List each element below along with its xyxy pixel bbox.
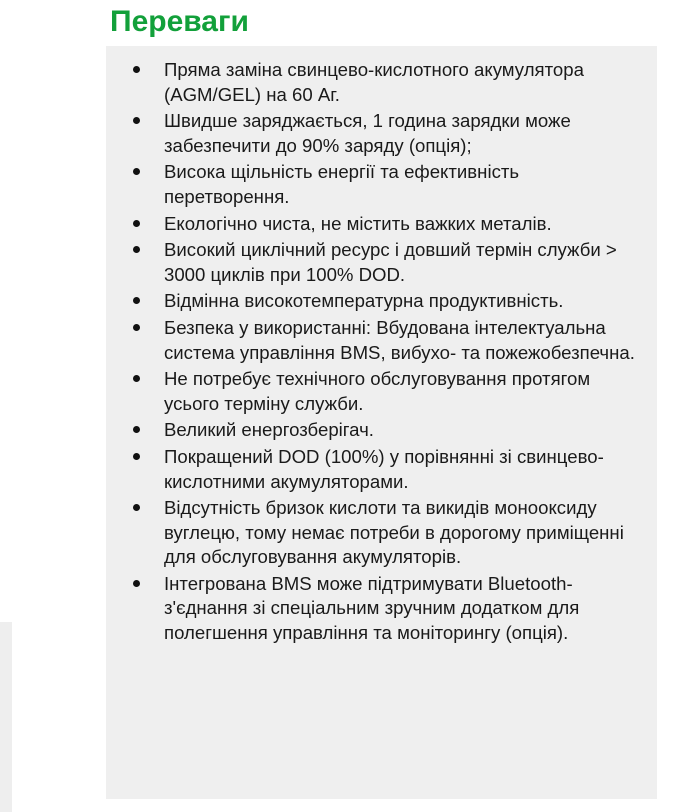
list-item — [106, 238, 657, 287]
list-item-text: Висока щільність енергії та ефективність перетворення. — [164, 161, 520, 207]
bullet-icon — [133, 246, 140, 253]
bullet-icon — [133, 580, 140, 587]
bullet-icon — [133, 297, 140, 304]
bullet-icon — [133, 453, 140, 460]
bullet-icon — [133, 117, 140, 124]
advantages-panel — [106, 46, 657, 799]
bullet-icon — [133, 220, 140, 227]
bullet-icon — [133, 426, 140, 433]
bullet-icon — [133, 504, 140, 511]
list-item-text: Не потребує технічного обслуговування протягом усього терміну служби. — [164, 368, 591, 414]
list-item-text: Безпека у використанні: Вбудована інтелектуальна система управління BMS, вибухо- та пожежобезпечна. — [164, 316, 635, 363]
list-item — [106, 316, 657, 365]
bullet-icon — [133, 324, 140, 331]
list-item — [106, 445, 657, 494]
list-item-text: Екологічно чиста, не містить важких металів. — [164, 212, 552, 234]
bullet-icon — [133, 66, 140, 73]
list-item — [106, 367, 657, 416]
left-edge-strip — [0, 622, 12, 812]
list-item — [106, 289, 657, 314]
list-item — [106, 418, 657, 443]
bullet-icon — [133, 375, 140, 382]
list-item-text: Інтегрована BMS може підтримувати Bluetooth-з'єднання зі спеціальним зручним додатком для полегшення управління та моніторингу (опція). — [164, 572, 580, 644]
list-item — [106, 109, 657, 158]
page-title: Переваги — [110, 5, 249, 38]
list-item-text: Високий циклічний ресурс і довший термін служби > 3000 циклів при 100% DOD. — [164, 239, 617, 285]
list-item-text: Пряма заміна свинцево-кислотного акумулятора (AGM/GEL) на 60 Аг. — [164, 59, 584, 105]
list-item — [106, 572, 657, 646]
list-item-text: Великий енергозберігач. — [164, 419, 374, 441]
list-item-text: Покращений DOD (100%) у порівнянні зі свинцево-кислотними акумуляторами. — [164, 445, 604, 492]
list-item-text: Швидше заряджається, 1 година зарядки може забезпечити до 90% заряду (опція); — [164, 110, 571, 156]
list-item — [106, 58, 657, 107]
bullet-icon — [133, 168, 140, 175]
list-item — [106, 496, 657, 570]
list-item — [106, 212, 657, 237]
list-item — [106, 160, 657, 209]
advantages-list — [106, 58, 657, 648]
list-item-text: Відмінна високотемпературна продуктивність. — [164, 290, 564, 312]
list-item-text: Відсутність бризок кислоти та викидів монооксиду вуглецю, тому немає потреби в дорогому приміщенні для обслуговування акумуляторів. — [164, 497, 624, 568]
